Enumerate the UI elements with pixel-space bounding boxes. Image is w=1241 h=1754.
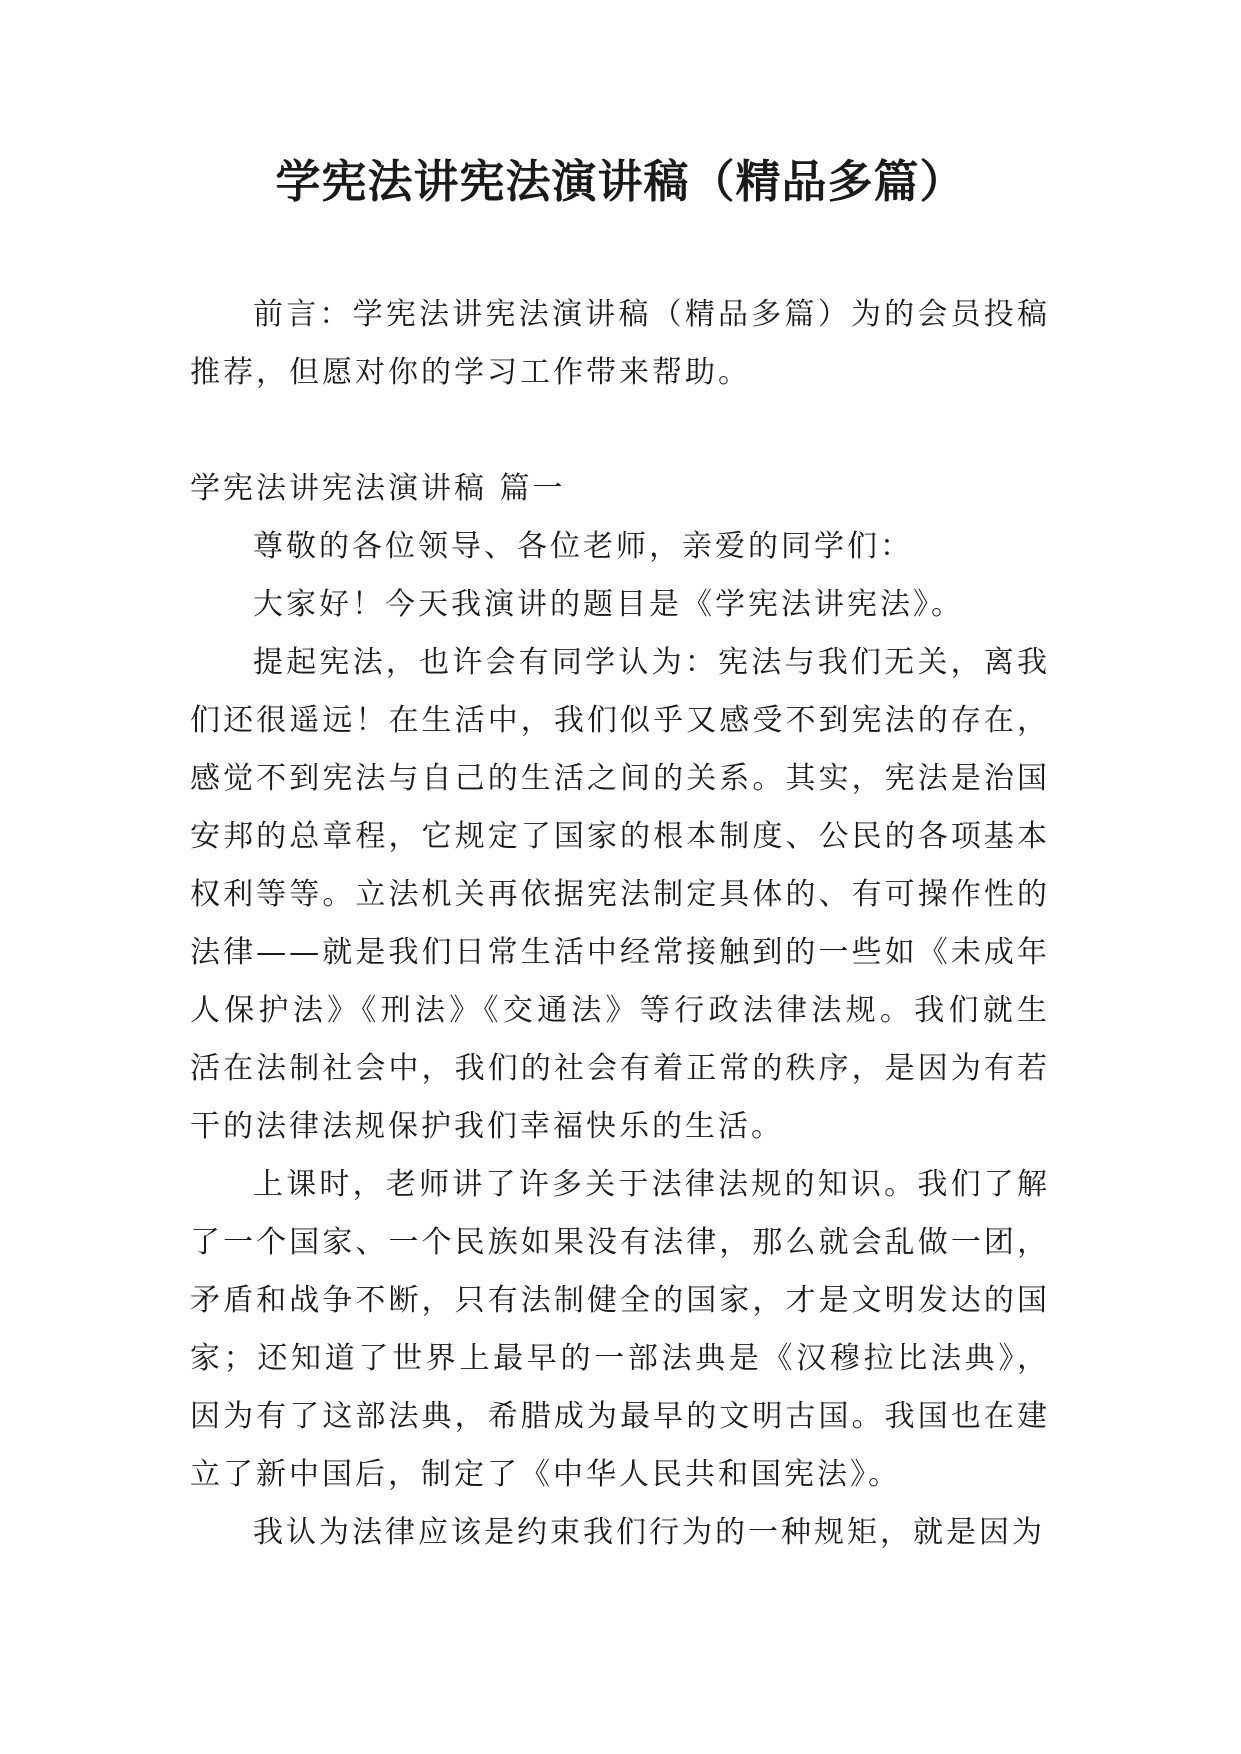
body-paragraph: 大家好！今天我演讲的题目是《学宪法讲宪法》。 — [253, 587, 964, 622]
body-paragraph: 我认为法律应该是约束我们行为的一种规矩，就是因为 — [253, 1515, 1045, 1550]
body-paragraph: 尊敬的各位领导、各位老师，亲爱的同学们： — [253, 529, 913, 564]
preface-paragraph: 前言：学宪法讲宪法演讲稿（精品多篇）为的会员投稿推荐，但愿对你的学习工作带来帮助。 — [190, 297, 1050, 390]
main-body — [190, 460, 1050, 1562]
body-paragraph: 上课时，老师讲了许多关于法律法规的知识。我们了解了一个国家、一个民族如果没有法律，那么就会乱做一团，矛盾和战争不断，只有法制健全的国家，才是文明发达的国家；还知道了世界上最早的一部法典是《汉穆拉比法典》，因为有了这部法典，希腊成为最早的文明古国。我国也在建立了新中国后，制定了《中华人民共和国宪法》。 — [190, 1167, 1050, 1492]
document-title: 学宪法讲宪法演讲稿（精品多篇） — [275, 155, 966, 208]
preface-block — [190, 286, 1050, 402]
section-heading: 学宪法讲宪法演讲稿 篇一 — [190, 471, 566, 506]
body-paragraph: 提起宪法，也许会有同学认为：宪法与我们无关，离我们还很遥远！在生活中，我们似乎又感受不到宪法的存在，感觉不到宪法与自己的生活之间的关系。其实，宪法是治国安邦的总章程，它规定了国家的根本制度、公民的各项基本权利等等。立法机关再依据宪法制定具体的、有可操作性的法律——就是我们日常生活中经常接触到的一些如《未成年人保护法》《刑法》《交通法》等行政法律法规。我们就生活在法制社会中，我们的社会有着正常的秩序，是因为有若干的法律法规保护我们幸福快乐的生活。 — [190, 645, 1050, 1144]
